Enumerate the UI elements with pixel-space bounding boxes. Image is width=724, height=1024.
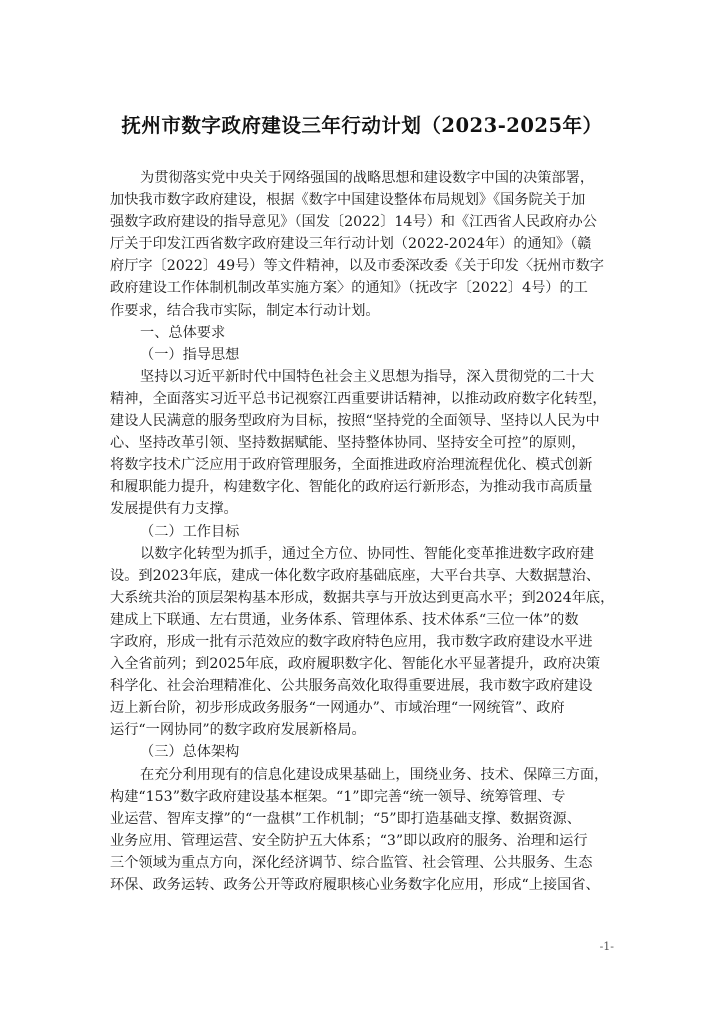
body-line: 入全省前列；到2025年底，政府履职数字化、智能化水平显著提升，政府决策 — [110, 656, 601, 673]
body-line: （二）工作目标 — [140, 523, 240, 540]
body-line: 强数字政府建设的指导意见》（国发〔2022〕14号）和《江西省人民政府办公 — [110, 214, 597, 231]
body-line: 迈上新台阶，初步形成政务服务“一网通办”、市域治理“一网统管”、政府 — [110, 700, 565, 717]
body-line: 业运营、智库支撑”的“一盘棋”工作机制；“5”即打造基础支撑、数据资源、 — [110, 810, 581, 827]
body-line: 府厅字〔2022〕49号）等文件精神，以及市委深改委《关于印发〈抚州市数字 — [110, 258, 604, 275]
body-line: 科学化、社会治理精准化、公共服务高效化取得重要进展，我市数字政府建设 — [110, 678, 593, 695]
body-line: 环保、政务运转、政务公开等政府履职核心业务数字化应用，形成“上接国省、 — [110, 877, 600, 893]
body-line: 建成上下联通、左右贯通，业务体系、管理体系、技术体系“三位一体”的数 — [110, 611, 579, 628]
body-line: 业务应用、管理运营、安全防护五大体系；“3”即以政府的服务、治理和运行 — [110, 832, 588, 849]
document-body — [110, 167, 622, 896]
body-line: 在充分利用现有的信息化建设成果基础上，围绕业务、技术、保障三方面， — [140, 766, 609, 783]
body-line: （三）总体架构 — [140, 744, 240, 761]
body-line: 加快我市数字政府建设，根据《数字中国建设整体布局规划》《国务院关于加 — [110, 192, 586, 209]
body-line: 一、总体要求 — [140, 324, 226, 341]
body-line: 以数字化转型为抓手，通过全方位、协同性、智能化变革推进数字政府建 — [140, 545, 595, 562]
body-line: 三个领域为重点方向，深化经济调节、综合监管、社会管理、公共服务、生态 — [110, 854, 593, 871]
body-line: 字政府，形成一批有示范效应的数字政府特色应用，我市数字政府建设水平进 — [110, 633, 593, 650]
body-line: 和履职能力提升，构建数字化、智能化的政府运行新形态，为推动我市高质量 — [110, 479, 593, 496]
body-line: 将数字技术广泛应用于政府管理服务，全面推进政府治理流程优化、模式创新 — [110, 457, 593, 474]
body-line: 精神，全面落实习近平总书记视察江西重要讲话精神，以推动政府数字化转型， — [110, 390, 607, 407]
document-title: 抚州市数字政府建设三年行动计划（2023-2025年） — [121, 114, 603, 137]
body-line: 坚持以习近平新时代中国特色社会主义思想为指导，深入贯彻党的二十大 — [140, 368, 595, 385]
body-line: 发展提供有力支撑。 — [110, 501, 238, 518]
page-number: -1- — [599, 940, 614, 953]
body-line: 作要求，结合我市实际，制定本行动计划。 — [110, 302, 380, 319]
body-line: 构建“153”数字政府建设基本框架。“1”即完善“统一领导、统筹管理、专 — [110, 788, 566, 805]
body-line: 大系统共治的顶层架构基本形成，数据共享与开放达到更高水平；到2024年底， — [110, 589, 615, 606]
body-line: （一）指导思想 — [140, 346, 240, 363]
body-line: 政府建设工作体制机制改革实施方案〉的通知》（抚改字〔2022〕4号）的工 — [110, 280, 588, 297]
body-line: 设。到2023年底，建成一体化数字政府基础底座，大平台共享、大数据慧治、 — [110, 567, 601, 584]
body-line: 心、坚持改革引领、坚持数据赋能、坚持整体协同、坚持安全可控”的原则， — [110, 435, 586, 452]
body-line: 厅关于印发江西省数字政府建设三年行动计划（2022-2024年）的通知》（赣 — [110, 236, 592, 253]
body-line: 运行“一网协同”的数字政府发展新格局。 — [110, 722, 366, 739]
body-line: 建设人民满意的服务型政府为目标，按照“坚持党的全面领导、坚持以人民为中 — [110, 413, 600, 430]
body-line: 为贯彻落实党中央关于网络强国的战略思想和建设数字中国的决策部署， — [140, 170, 595, 186]
